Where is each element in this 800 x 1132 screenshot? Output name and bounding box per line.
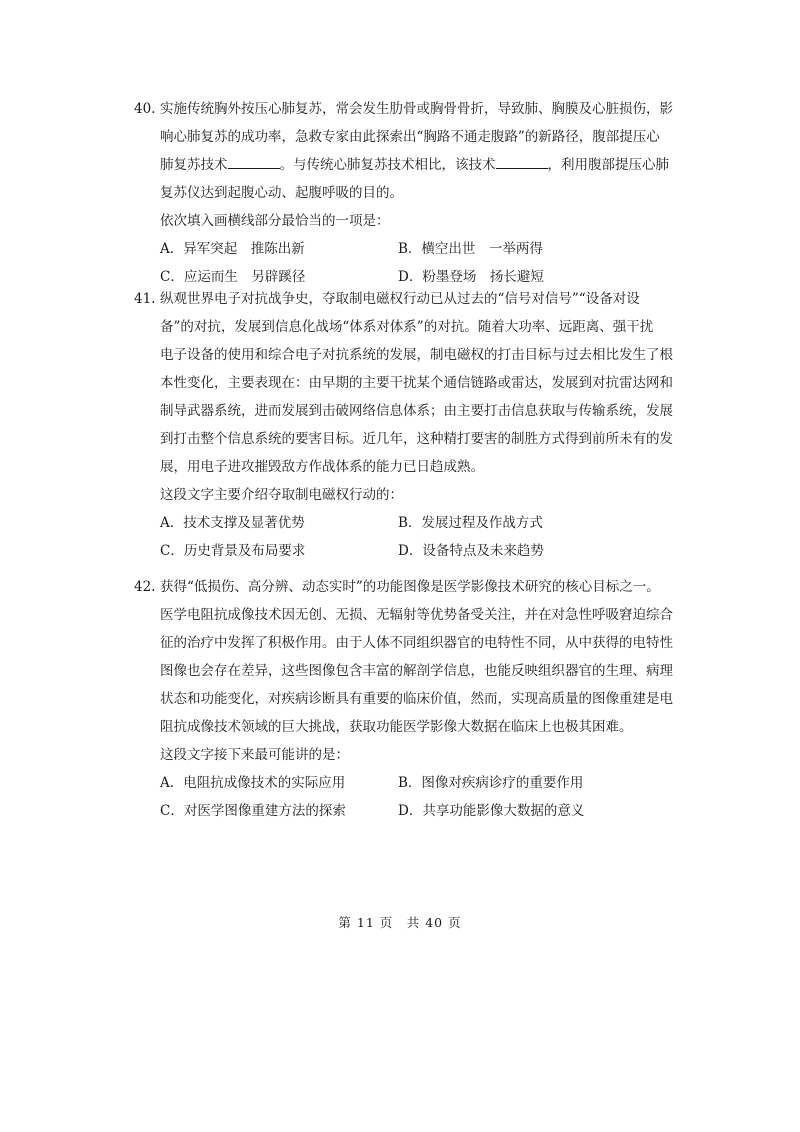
option-b: B．发展过程及作战方式 (398, 515, 543, 531)
question-41 (134, 285, 674, 565)
page-number-footer: 第 11 页 共 40 页 (338, 915, 462, 930)
question-40-prompt: 依次填入画横线部分最恰当的一项是： (160, 213, 390, 229)
stem-line: 医学电阻抗成像技术因无创、无损、无辐射等优势备受关注，并在对急性呼吸窘迫综合 (160, 607, 673, 623)
stem-line: 图像也会存在差异，这些图像包含丰富的解剖学信息，也能反映组织器官的生理、病理 (160, 663, 673, 679)
stem-line: ，利用腹部提压心肺 (547, 157, 669, 173)
stem-line: 纵观世界电子对抗战争史，夺取制电磁权行动已从过去的“信号对信号”“设备对设 (160, 291, 640, 307)
stem-line: 阻抗成像技术领域的巨大挑战，获取功能医学影像大数据在临床上也极其困难。 (160, 719, 633, 735)
stem-line: 复苏仪达到起腹心动、起腹呼吸的目的。 (160, 185, 403, 201)
option-c: C．历史背景及布局要求 (160, 543, 306, 559)
question-number: 42. (134, 579, 156, 595)
option-c: C．对医学图像重建方法的探索 (160, 803, 346, 819)
option-a: A．异军突起 推陈出新 (160, 241, 305, 257)
stem-line: 展，用电子进攻摧毁敌方作战体系的能力已日趋成熟。 (160, 459, 484, 475)
question-41-options (134, 509, 674, 565)
stem-line: 。与传统心肺复苏技术相比，该技术 (279, 157, 496, 173)
option-d: D．共享功能影像大数据的意义 (398, 803, 585, 819)
fill-blank-2 (496, 156, 548, 169)
option-a: A．技术支撑及显著优势 (160, 515, 305, 531)
option-b: B．图像对疾病诊疗的重要作用 (398, 775, 584, 791)
question-40 (134, 95, 674, 291)
question-40-options (134, 235, 674, 291)
stem-line: 征的治疗中发挥了积极作用。由于人体不同组织器官的电特性不同，从中获得的电特性 (160, 635, 673, 651)
option-c: C．应运而生 另辟蹊径 (160, 269, 306, 285)
question-number: 40. (134, 101, 156, 117)
question-40-stem (134, 95, 674, 207)
stem-line: 肺复苏技术 (160, 157, 228, 173)
stem-line: 响心肺复苏的成功率，急救专家由此探索出“胸路不通走腹路”的新路径，腹部提压心 (160, 129, 660, 145)
fill-blank-1 (228, 156, 280, 169)
option-d: D．设备特点及未来趋势 (398, 543, 544, 559)
stem-line: 备”的对抗，发展到信息化战场“体系对体系”的对抗。随着大功率、远距离、强干扰 (160, 319, 654, 335)
question-41-prompt: 这段文字主要介绍夺取制电磁权行动的： (160, 487, 403, 503)
stem-line: 实施传统胸外按压心肺复苏，常会发生肋骨或胸骨骨折，导致肺、胸膜及心脏损伤，影 (160, 101, 673, 117)
stem-line: 获得“低损伤、高分辨、动态实时”的功能图像是医学影像技术研究的核心目标之一。 (160, 579, 660, 595)
option-a: A．电阻抗成像技术的实际应用 (160, 775, 346, 791)
question-42-prompt: 这段文字接下来最可能讲的是： (160, 747, 349, 763)
stem-line: 状态和功能变化，对疾病诊断具有重要的临床价值，然而，实现高质量的图像重建是电 (160, 691, 673, 707)
option-b: B．横空出世 一举两得 (398, 241, 543, 257)
question-42-stem (134, 573, 674, 741)
stem-line: 电子设备的使用和综合电子对抗系统的发展，制电磁权的打击目标与过去相比发生了根 (160, 347, 673, 363)
question-42-options (134, 769, 674, 825)
stem-line: 制导武器系统，进而发展到击破网络信息体系；由主要打击信息获取与传输系统，发展 (160, 403, 673, 419)
stem-line: 本性变化，主要表现在：由早期的主要干扰某个通信链路或雷达，发展到对抗雷达网和 (160, 375, 673, 391)
stem-line: 到打击整个信息系统的要害目标。近几年，这种精打要害的制胜方式得到前所未有的发 (160, 431, 673, 447)
question-42 (134, 573, 674, 825)
question-41-stem (134, 285, 674, 481)
option-d: D．粉墨登场 扬长避短 (398, 269, 544, 285)
question-number: 41. (134, 291, 156, 307)
